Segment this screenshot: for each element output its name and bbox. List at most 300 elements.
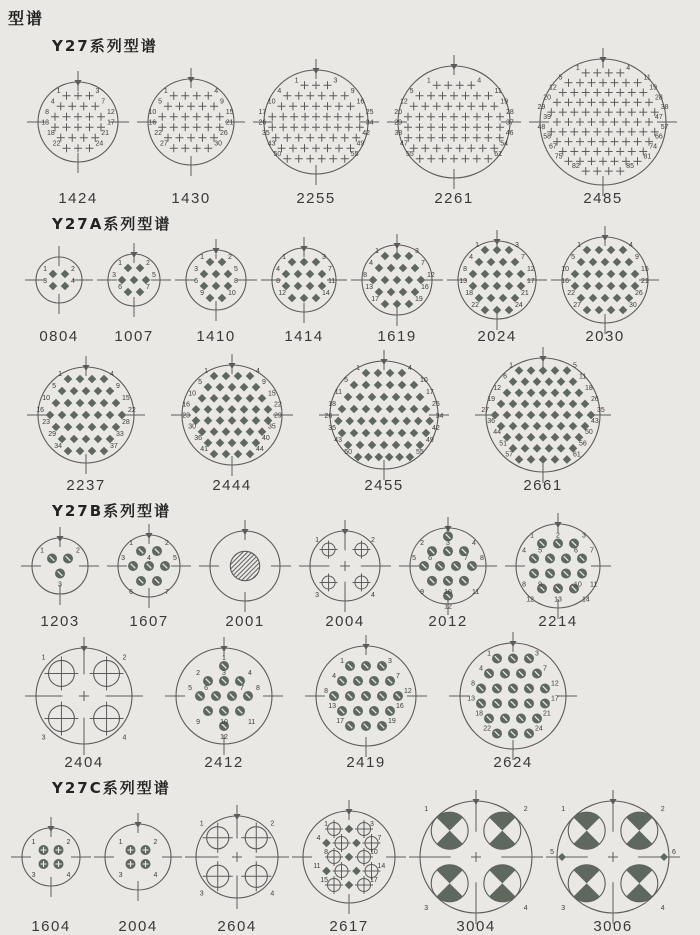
svg-text:9: 9 <box>350 87 355 95</box>
connector-drawing-2604 <box>184 804 290 910</box>
svg-text:7: 7 <box>240 685 244 692</box>
svg-text:3: 3 <box>446 540 450 548</box>
svg-text:55: 55 <box>350 150 359 158</box>
svg-text:4: 4 <box>248 670 252 677</box>
svg-text:22: 22 <box>567 290 575 297</box>
svg-text:16: 16 <box>561 278 569 285</box>
svg-text:34: 34 <box>435 413 444 420</box>
svg-text:22: 22 <box>154 129 162 137</box>
section-Y27C <box>0 777 700 935</box>
svg-text:13: 13 <box>328 703 336 710</box>
svg-text:4: 4 <box>472 540 476 548</box>
connector-face <box>504 521 612 611</box>
svg-text:16: 16 <box>36 407 44 414</box>
svg-text:36: 36 <box>487 418 495 426</box>
svg-text:1: 1 <box>375 248 379 255</box>
connector-model-label: 2444 <box>212 477 252 494</box>
connector-model-label: 3004 <box>456 918 496 935</box>
connector-face <box>106 521 192 611</box>
svg-text:17: 17 <box>336 718 344 725</box>
svg-text:5: 5 <box>538 547 542 555</box>
svg-text:1: 1 <box>577 242 581 249</box>
svg-text:18: 18 <box>475 710 483 718</box>
svg-text:5: 5 <box>344 377 348 384</box>
svg-text:81: 81 <box>643 153 652 161</box>
connector-row <box>0 521 700 630</box>
connector-model-label: 2624 <box>493 754 533 771</box>
connector-model-label: 2404 <box>64 754 104 771</box>
svg-text:17: 17 <box>551 695 559 703</box>
svg-text:42: 42 <box>432 425 440 432</box>
connector-drawing-2404 <box>24 636 144 756</box>
svg-text:12: 12 <box>107 108 115 116</box>
section-title-Y27B: Y27B系列型谱 <box>52 502 172 520</box>
catalog-body <box>0 35 700 935</box>
svg-text:1: 1 <box>509 362 513 370</box>
svg-text:9: 9 <box>196 719 200 726</box>
svg-text:3: 3 <box>121 555 125 562</box>
svg-text:5: 5 <box>158 98 162 106</box>
svg-text:5: 5 <box>550 849 554 856</box>
svg-text:29: 29 <box>537 104 546 112</box>
svg-text:6: 6 <box>118 284 122 291</box>
svg-text:4: 4 <box>332 673 336 680</box>
svg-text:4: 4 <box>477 77 482 85</box>
connector-drawing-1607 <box>106 523 192 609</box>
svg-text:4: 4 <box>147 555 151 562</box>
svg-text:8: 8 <box>324 849 328 856</box>
svg-text:19: 19 <box>415 296 423 303</box>
connector-drawing-2455 <box>318 349 450 481</box>
connector-row <box>0 640 700 771</box>
connector-model-label: 2617 <box>329 918 369 935</box>
svg-text:3: 3 <box>515 242 519 249</box>
svg-text:6: 6 <box>428 555 432 562</box>
section-Y27B <box>0 500 700 771</box>
svg-text:13: 13 <box>41 119 49 127</box>
svg-text:3: 3 <box>194 266 198 273</box>
svg-text:10: 10 <box>42 395 50 402</box>
connector-face <box>260 234 348 326</box>
connector-face <box>408 798 544 916</box>
svg-text:2: 2 <box>76 547 80 555</box>
svg-text:35: 35 <box>597 407 605 414</box>
connector-drawing-2004 <box>298 519 392 613</box>
svg-text:11: 11 <box>590 581 598 589</box>
connector-figure-2617 <box>291 798 407 935</box>
svg-text:7: 7 <box>464 555 468 562</box>
svg-text:39: 39 <box>543 114 551 121</box>
svg-text:4: 4 <box>479 665 483 673</box>
svg-text:4: 4 <box>369 260 373 267</box>
connector-figure-2485 <box>528 56 678 207</box>
svg-text:1: 1 <box>204 368 208 375</box>
svg-text:1: 1 <box>446 525 450 533</box>
svg-text:26: 26 <box>324 413 333 420</box>
svg-text:3: 3 <box>199 890 204 898</box>
connector-face <box>446 234 548 326</box>
svg-text:16: 16 <box>182 401 190 409</box>
connector-model-label: 3006 <box>593 918 633 935</box>
connector-model-label: 1619 <box>377 328 417 345</box>
svg-text:4: 4 <box>214 87 219 95</box>
connector-drawing-1619 <box>350 233 444 327</box>
connector-figure-1604 <box>10 798 92 935</box>
svg-text:1: 1 <box>200 254 204 261</box>
svg-text:8: 8 <box>45 108 49 116</box>
svg-text:19: 19 <box>388 718 396 725</box>
svg-text:30: 30 <box>214 140 223 148</box>
connector-figure-1007 <box>96 234 172 345</box>
svg-text:13: 13 <box>554 596 562 604</box>
svg-text:10: 10 <box>574 581 582 589</box>
svg-text:8: 8 <box>363 272 367 279</box>
connector-figure-2214 <box>504 521 612 630</box>
svg-text:4: 4 <box>522 547 526 555</box>
svg-text:12: 12 <box>399 98 408 106</box>
svg-text:4: 4 <box>110 371 114 378</box>
svg-text:2: 2 <box>146 260 150 267</box>
connector-face <box>93 798 183 916</box>
svg-text:35: 35 <box>268 423 276 431</box>
connector-face <box>24 640 144 752</box>
connector-model-label: 2004 <box>118 918 158 935</box>
svg-text:5: 5 <box>52 383 56 390</box>
connector-drawing-1414 <box>260 236 348 324</box>
svg-text:8: 8 <box>276 278 280 285</box>
connector-face <box>398 521 498 611</box>
connector-model-label: 2024 <box>477 328 517 345</box>
svg-text:27: 27 <box>481 407 489 414</box>
connector-figure-2604 <box>184 798 290 935</box>
svg-text:1: 1 <box>31 839 36 846</box>
svg-text:8: 8 <box>480 555 484 562</box>
svg-text:1: 1 <box>424 806 429 814</box>
svg-text:26: 26 <box>635 290 643 297</box>
svg-text:12: 12 <box>548 84 557 92</box>
svg-text:1: 1 <box>426 77 431 85</box>
connector-face <box>174 234 258 326</box>
connector-face <box>350 234 444 326</box>
svg-text:1: 1 <box>222 655 226 662</box>
svg-text:22: 22 <box>483 725 491 733</box>
svg-text:67: 67 <box>548 143 557 151</box>
svg-text:24: 24 <box>535 725 543 733</box>
svg-text:6: 6 <box>194 278 198 285</box>
svg-text:11: 11 <box>328 278 336 285</box>
svg-text:61: 61 <box>573 451 581 459</box>
connector-figure-3004 <box>408 798 544 935</box>
svg-text:7: 7 <box>421 260 425 267</box>
svg-text:6: 6 <box>503 373 507 381</box>
svg-text:34: 34 <box>54 443 62 450</box>
svg-text:36: 36 <box>194 434 202 442</box>
svg-text:9: 9 <box>420 588 424 596</box>
svg-text:17: 17 <box>258 108 267 116</box>
svg-text:1: 1 <box>41 654 46 662</box>
connector-model-label: 1414 <box>284 328 324 345</box>
svg-text:21: 21 <box>521 290 529 297</box>
svg-text:5: 5 <box>173 555 177 562</box>
svg-text:12: 12 <box>427 272 435 279</box>
svg-text:5: 5 <box>198 379 202 387</box>
svg-text:26: 26 <box>220 129 228 137</box>
svg-text:14: 14 <box>322 290 330 297</box>
svg-text:8: 8 <box>463 266 467 273</box>
connector-drawing-1430 <box>136 67 246 177</box>
section-Y27 <box>0 35 700 207</box>
svg-text:4: 4 <box>50 98 55 106</box>
svg-text:16: 16 <box>421 284 429 291</box>
svg-text:4: 4 <box>660 904 665 912</box>
connector-figure-2455 <box>318 355 450 494</box>
svg-text:3: 3 <box>582 532 586 540</box>
svg-text:47: 47 <box>399 140 408 148</box>
svg-text:10: 10 <box>561 266 569 273</box>
svg-text:2: 2 <box>228 254 232 261</box>
svg-text:5: 5 <box>412 555 416 562</box>
svg-text:22: 22 <box>52 140 61 148</box>
svg-text:1: 1 <box>199 820 204 828</box>
svg-text:3: 3 <box>322 254 326 261</box>
connector-drawing-2001 <box>198 519 292 613</box>
svg-text:47: 47 <box>655 114 663 121</box>
svg-text:25: 25 <box>432 401 440 408</box>
svg-text:8: 8 <box>471 680 475 688</box>
svg-text:13: 13 <box>365 284 373 291</box>
svg-text:9: 9 <box>200 290 204 297</box>
svg-text:1: 1 <box>530 532 534 540</box>
svg-text:49: 49 <box>426 437 434 444</box>
connector-face <box>96 234 172 326</box>
svg-text:4: 4 <box>270 890 275 898</box>
svg-text:23: 23 <box>42 419 50 426</box>
svg-text:4: 4 <box>370 591 375 599</box>
connector-figure-0804 <box>24 234 94 345</box>
svg-text:21: 21 <box>101 129 110 137</box>
connector-drawing-3006 <box>545 789 681 925</box>
svg-text:50: 50 <box>344 449 353 456</box>
connector-face <box>474 355 612 475</box>
connector-drawing-1424 <box>26 70 130 174</box>
svg-text:38: 38 <box>394 129 403 137</box>
svg-text:27: 27 <box>159 140 168 148</box>
connector-figure-2004 <box>93 798 183 935</box>
svg-text:1: 1 <box>43 266 47 273</box>
svg-text:25: 25 <box>365 108 374 116</box>
svg-text:3: 3 <box>424 904 429 912</box>
svg-text:11: 11 <box>334 389 342 396</box>
svg-text:2: 2 <box>556 532 560 540</box>
svg-text:61: 61 <box>494 150 503 158</box>
svg-text:48: 48 <box>537 123 546 131</box>
svg-text:50: 50 <box>585 429 593 437</box>
connector-drawing-1007 <box>96 242 172 318</box>
svg-text:1: 1 <box>163 87 168 95</box>
connector-figure-2661 <box>474 355 612 494</box>
connector-face <box>291 798 407 916</box>
svg-text:5: 5 <box>409 87 414 95</box>
svg-text:44: 44 <box>493 429 501 437</box>
svg-text:4: 4 <box>66 872 71 879</box>
connector-model-label: 1424 <box>58 190 98 207</box>
connector-model-label: 2485 <box>583 190 623 207</box>
connector-face <box>136 56 246 188</box>
svg-text:3: 3 <box>43 278 47 285</box>
connector-model-label: 2604 <box>217 918 257 935</box>
section-title-Y27A: Y27A系列型谱 <box>52 215 172 233</box>
svg-text:5: 5 <box>573 362 577 370</box>
svg-text:9: 9 <box>220 98 224 106</box>
svg-text:1: 1 <box>575 64 580 72</box>
connector-row <box>0 234 700 345</box>
svg-text:3: 3 <box>112 272 116 279</box>
svg-text:35: 35 <box>328 425 336 432</box>
svg-text:10: 10 <box>148 108 157 116</box>
connector-row <box>0 355 700 494</box>
svg-text:12: 12 <box>404 688 412 695</box>
svg-text:24: 24 <box>515 302 523 309</box>
connector-drawing-2214 <box>504 512 612 620</box>
svg-text:10: 10 <box>228 290 236 297</box>
svg-text:29: 29 <box>274 412 282 420</box>
svg-text:15: 15 <box>225 108 234 116</box>
svg-text:4: 4 <box>256 368 260 375</box>
svg-text:28: 28 <box>122 419 130 426</box>
svg-text:4: 4 <box>71 278 75 285</box>
svg-text:13: 13 <box>467 695 475 703</box>
svg-text:4: 4 <box>626 64 631 72</box>
svg-text:19: 19 <box>487 395 495 403</box>
svg-text:40: 40 <box>262 434 270 442</box>
svg-text:11: 11 <box>313 863 321 870</box>
svg-text:56: 56 <box>579 440 587 448</box>
svg-text:28: 28 <box>655 94 663 102</box>
svg-text:2: 2 <box>370 537 375 545</box>
svg-text:24: 24 <box>95 140 104 148</box>
svg-text:16: 16 <box>356 98 365 106</box>
connector-figure-2261 <box>386 56 522 207</box>
connector-face <box>318 355 450 475</box>
svg-text:34: 34 <box>365 119 374 127</box>
svg-text:11: 11 <box>643 74 651 82</box>
svg-text:2: 2 <box>66 839 71 846</box>
connector-drawing-1604 <box>10 816 92 898</box>
svg-text:20: 20 <box>543 94 551 102</box>
svg-text:46: 46 <box>505 129 514 137</box>
svg-text:21: 21 <box>543 710 551 718</box>
connector-row <box>0 56 700 207</box>
svg-text:28: 28 <box>506 108 514 116</box>
svg-text:43: 43 <box>267 140 276 148</box>
connector-figure-2030 <box>550 234 660 345</box>
svg-text:58: 58 <box>543 133 551 141</box>
svg-text:16: 16 <box>396 703 404 710</box>
svg-text:2: 2 <box>660 806 665 814</box>
svg-text:2: 2 <box>270 820 275 828</box>
connector-model-label: 1410 <box>196 328 236 345</box>
connector-face <box>10 798 92 916</box>
svg-text:2: 2 <box>420 540 424 548</box>
svg-text:15: 15 <box>268 390 276 398</box>
connector-model-label: 2214 <box>538 613 578 630</box>
connector-model-label: 1604 <box>31 918 71 935</box>
svg-text:54: 54 <box>500 140 509 148</box>
svg-text:19: 19 <box>500 98 509 106</box>
svg-text:3: 3 <box>95 87 100 95</box>
svg-text:85: 85 <box>626 163 635 171</box>
svg-text:11: 11 <box>472 588 480 596</box>
svg-text:2: 2 <box>71 266 75 273</box>
svg-text:4: 4 <box>153 872 158 879</box>
svg-text:4: 4 <box>469 254 473 261</box>
svg-text:1: 1 <box>282 254 286 261</box>
connector-row <box>0 798 700 935</box>
connector-face <box>252 56 380 188</box>
svg-text:3: 3 <box>333 77 338 85</box>
connector-model-label: 0804 <box>39 328 79 345</box>
connector-drawing-2444 <box>170 353 294 477</box>
svg-text:12: 12 <box>526 596 534 604</box>
svg-text:37: 37 <box>506 119 514 127</box>
svg-text:17: 17 <box>370 877 378 884</box>
connector-face <box>386 56 522 188</box>
connector-figure-1607 <box>106 521 192 630</box>
svg-text:1: 1 <box>129 540 133 547</box>
svg-text:21: 21 <box>641 278 649 285</box>
svg-text:44: 44 <box>256 446 264 453</box>
svg-text:22: 22 <box>128 407 136 414</box>
svg-text:51: 51 <box>499 440 507 448</box>
section-title-Y27C: Y27C系列型谱 <box>52 779 171 797</box>
svg-text:7: 7 <box>146 284 150 291</box>
connector-drawing-2237 <box>26 355 146 475</box>
svg-text:3: 3 <box>370 821 374 828</box>
connector-face <box>184 798 290 916</box>
svg-text:12: 12 <box>527 266 535 273</box>
connector-drawing-2419 <box>304 634 428 758</box>
svg-text:5: 5 <box>152 272 156 279</box>
svg-text:4: 4 <box>122 734 127 742</box>
svg-text:1: 1 <box>40 547 44 555</box>
svg-text:7: 7 <box>165 589 169 596</box>
svg-text:50: 50 <box>273 150 282 158</box>
connector-figure-1430 <box>136 56 246 207</box>
svg-text:12: 12 <box>493 384 501 392</box>
svg-text:12: 12 <box>551 680 559 688</box>
connector-figure-3006 <box>545 798 681 935</box>
connector-face <box>20 521 100 611</box>
svg-text:10: 10 <box>370 849 378 856</box>
svg-text:5: 5 <box>571 254 575 261</box>
svg-text:12: 12 <box>444 603 452 611</box>
svg-text:11: 11 <box>579 373 587 381</box>
section-Y27A <box>0 213 700 494</box>
svg-text:17: 17 <box>426 389 434 396</box>
connector-drawing-2012 <box>398 516 498 616</box>
connector-drawing-2255 <box>252 58 380 186</box>
svg-text:1: 1 <box>324 821 328 828</box>
connector-drawing-2485 <box>528 47 678 197</box>
connector-drawing-2024 <box>446 229 548 331</box>
svg-text:2: 2 <box>165 540 169 547</box>
svg-text:26: 26 <box>591 395 599 403</box>
svg-text:4: 4 <box>316 835 321 842</box>
svg-text:30: 30 <box>629 302 637 309</box>
svg-text:3: 3 <box>118 872 123 879</box>
svg-text:4: 4 <box>523 904 528 912</box>
connector-model-label: 2261 <box>434 190 474 207</box>
